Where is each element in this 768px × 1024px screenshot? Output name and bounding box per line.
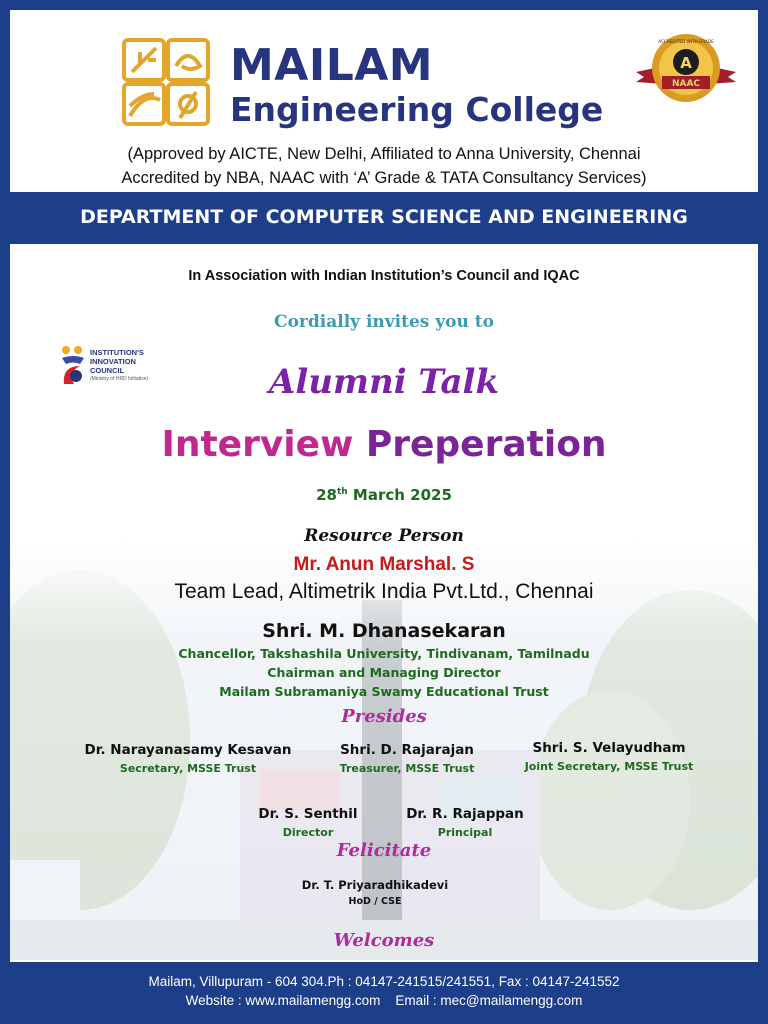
iic-line2: INNOVATION (90, 357, 136, 366)
presider-name: Dr. S. Senthil (258, 806, 358, 822)
badge-ring-text: ACCREDITED WITH GRADE (658, 39, 714, 44)
event-title: Alumni Talk (268, 362, 499, 402)
invitation-poster (10, 10, 758, 1014)
approval-text (10, 142, 758, 190)
chief-guest-name: Shri. M. Dhanasekaran (262, 620, 506, 642)
college-logo-icon (120, 36, 212, 128)
presider-role: Secretary, MSSE Trust (119, 762, 257, 775)
presider-role: Joint Secretary, MSSE Trust (524, 760, 694, 773)
welcomes-heading: Welcomes (333, 930, 435, 951)
felicitator-name: Dr. T. Priyaradhikadevi (301, 878, 449, 892)
presider-name: Dr. Narayanasamy Kesavan (84, 742, 292, 758)
approval-line1: (Approved by AICTE, New Delhi, Affiliated to Anna University, Chennai (127, 145, 641, 163)
footer-address: Mailam, Villupuram - 604 304.Ph : 04147-241515/241551, Fax : 04147-241552 (148, 974, 620, 989)
department-title: DEPARTMENT OF COMPUTER SCIENCE AND ENGINEERING (80, 206, 688, 228)
presider-role: Treasurer, MSSE Trust (339, 762, 475, 775)
event-date-rest: March 2025 (347, 486, 452, 504)
presider-role: Principal (437, 826, 493, 839)
resource-person-name: Mr. Anun Marshal. S (293, 554, 475, 575)
chief-guest-line2: Chairman and Managing Director (267, 665, 501, 680)
iic-line4: (Ministry of HRD Initiative) (90, 376, 149, 382)
felicitate-heading: Felicitate (336, 840, 432, 861)
badge-grade: A (680, 54, 692, 72)
iic-line3: COUNCIL (90, 366, 125, 375)
association-text: In Association with Indian Institution’s Council and IQAC (188, 268, 580, 284)
presider-card (248, 806, 368, 839)
event-date (10, 486, 758, 504)
presider-name: Shri. D. Rajarajan (340, 742, 474, 758)
presider-card (504, 740, 714, 773)
event-topic-part1: Interview (161, 424, 366, 465)
naac-grade-badge-icon (634, 28, 738, 108)
event-date-suffix: th (336, 487, 348, 497)
badge-label: NAAC (671, 79, 701, 89)
presider-name: Dr. R. Rajappan (406, 806, 524, 822)
chief-guest-line1: Chancellor, Takshashila University, Tindivanam, Tamilnadu (178, 646, 590, 661)
presider-card (68, 742, 308, 775)
presider-role: Director (282, 826, 334, 839)
event-topic-part2: Preperation (365, 424, 607, 465)
presider-card (322, 742, 492, 775)
presides-heading: Presides (341, 706, 427, 727)
presider-card (395, 806, 535, 839)
felicitator-role: HoD / CSE (348, 896, 402, 907)
iic-line1: INSTITUTION'S (90, 348, 144, 357)
resource-person-role: Team Lead, Altimetrik India Pvt.Ltd., Chennai (174, 580, 594, 603)
college-name-line1: MAILAM (230, 40, 434, 91)
felicitator-card (280, 878, 470, 907)
approval-line2: Accredited by NBA, NAAC with ‘A’ Grade & TATA Consultancy Services) (121, 169, 647, 187)
college-name-line2: Engineering College (230, 90, 604, 129)
presider-name: Shri. S. Velayudham (532, 740, 686, 756)
invite-text: Cordially invites you to (274, 312, 494, 332)
event-topic (10, 424, 758, 465)
resource-person-label: Resource Person (304, 526, 464, 546)
chief-guest-line3: Mailam Subramaniya Swamy Educational Trust (219, 684, 549, 699)
event-date-day: 28 (316, 486, 337, 504)
footer-contact: Website : www.mailamengg.com Email : mec@mailamengg.com (185, 993, 583, 1008)
